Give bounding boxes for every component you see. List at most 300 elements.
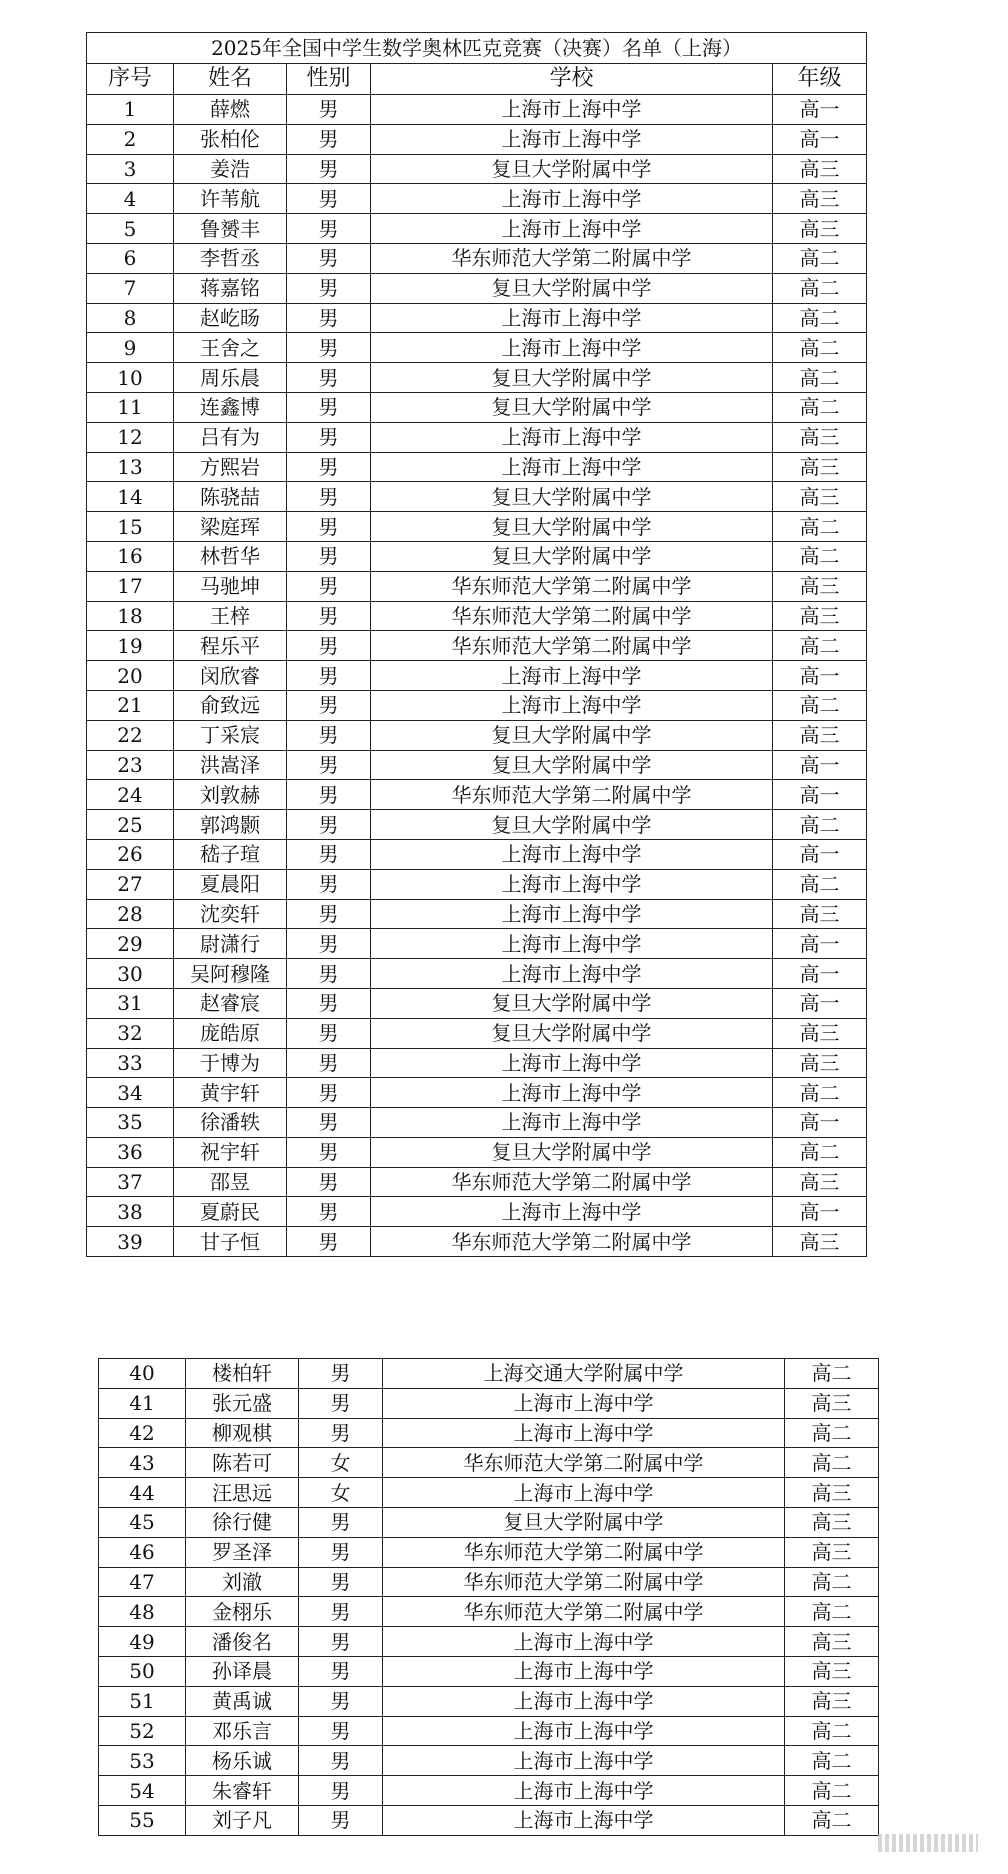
row-school: 复旦大学附属中学 (371, 512, 773, 542)
row-school: 上海市上海中学 (371, 929, 773, 959)
table-row (99, 1686, 879, 1716)
row-gender: 男 (287, 631, 371, 661)
row-name: 吴阿穆隆 (174, 959, 287, 989)
row-grade: 高二 (785, 1805, 879, 1835)
header-gender: 性别 (287, 64, 371, 95)
title-row (87, 33, 867, 64)
row-grade: 高一 (773, 124, 867, 154)
row-gender: 男 (287, 1048, 371, 1078)
row-gender: 男 (299, 1567, 383, 1597)
row-index: 12 (87, 422, 174, 452)
row-gender: 男 (287, 1197, 371, 1227)
row-name: 邓乐言 (186, 1716, 299, 1746)
row-name: 庞皓原 (174, 1018, 287, 1048)
row-grade: 高二 (773, 810, 867, 840)
row-gender: 男 (287, 1137, 371, 1167)
row-grade: 高三 (773, 1018, 867, 1048)
row-grade: 高一 (773, 988, 867, 1018)
table-row (87, 750, 867, 780)
row-name: 朱睿轩 (186, 1776, 299, 1806)
row-index: 11 (87, 392, 174, 422)
row-index: 17 (87, 571, 174, 601)
row-school: 上海市上海中学 (371, 95, 773, 125)
row-name: 金栩乐 (186, 1597, 299, 1627)
row-gender: 男 (287, 512, 371, 542)
row-name: 夏晨阳 (174, 869, 287, 899)
table-row (87, 780, 867, 810)
row-gender: 男 (287, 243, 371, 273)
row-name: 罗圣泽 (186, 1537, 299, 1567)
row-index: 22 (87, 720, 174, 750)
row-school: 上海市上海中学 (371, 839, 773, 869)
row-grade: 高二 (785, 1776, 879, 1806)
row-index: 37 (87, 1167, 174, 1197)
row-school: 复旦大学附属中学 (371, 720, 773, 750)
row-name: 鲁赟丰 (174, 214, 287, 244)
row-index: 4 (87, 184, 174, 214)
finalist-table-part1 (86, 32, 867, 1257)
row-name: 刘澈 (186, 1567, 299, 1597)
finalist-table-part2 (98, 1358, 879, 1836)
row-name: 周乐晨 (174, 363, 287, 393)
row-school: 上海市上海中学 (383, 1805, 785, 1835)
row-index: 34 (87, 1078, 174, 1108)
row-gender: 男 (287, 303, 371, 333)
row-name: 俞致远 (174, 690, 287, 720)
row-school: 上海市上海中学 (371, 333, 773, 363)
table-row (87, 124, 867, 154)
row-name: 黄禹诚 (186, 1686, 299, 1716)
row-name: 邵昱 (174, 1167, 287, 1197)
row-gender: 男 (287, 1018, 371, 1048)
row-gender: 男 (287, 661, 371, 691)
row-grade: 高三 (773, 1227, 867, 1257)
row-gender: 男 (287, 124, 371, 154)
row-grade: 高二 (773, 333, 867, 363)
table-row (87, 929, 867, 959)
table-row (87, 720, 867, 750)
row-name: 闵欣睿 (174, 661, 287, 691)
row-index: 16 (87, 541, 174, 571)
table-row (87, 303, 867, 333)
table-row (87, 988, 867, 1018)
row-index: 43 (99, 1448, 186, 1478)
table-row (87, 333, 867, 363)
table-row (87, 482, 867, 512)
row-grade: 高一 (773, 780, 867, 810)
table-row (87, 541, 867, 571)
row-index: 52 (99, 1716, 186, 1746)
row-name: 姜浩 (174, 154, 287, 184)
row-school: 华东师范大学第二附属中学 (371, 1227, 773, 1257)
header-index: 序号 (87, 64, 174, 95)
row-name: 徐潘轶 (174, 1108, 287, 1138)
row-school: 上海市上海中学 (371, 184, 773, 214)
row-grade: 高三 (773, 184, 867, 214)
row-school: 上海市上海中学 (383, 1478, 785, 1508)
table-row (87, 422, 867, 452)
row-name: 徐行健 (186, 1507, 299, 1537)
table-row (87, 95, 867, 125)
table-row (87, 214, 867, 244)
row-name: 薛燃 (174, 95, 287, 125)
row-index: 33 (87, 1048, 174, 1078)
row-school: 上海市上海中学 (371, 869, 773, 899)
row-grade: 高三 (773, 482, 867, 512)
row-grade: 高三 (785, 1507, 879, 1537)
row-gender: 男 (299, 1716, 383, 1746)
row-grade: 高三 (785, 1627, 879, 1657)
row-name: 嵇子瑄 (174, 839, 287, 869)
table-row (99, 1567, 879, 1597)
row-name: 郭鸿颢 (174, 810, 287, 840)
row-grade: 高二 (785, 1567, 879, 1597)
row-name: 林哲华 (174, 541, 287, 571)
row-index: 6 (87, 243, 174, 273)
row-index: 41 (99, 1388, 186, 1418)
row-gender: 女 (299, 1448, 383, 1478)
watermark (878, 1834, 978, 1852)
row-grade: 高三 (773, 720, 867, 750)
row-index: 3 (87, 154, 174, 184)
row-grade: 高三 (773, 154, 867, 184)
row-gender: 男 (287, 452, 371, 482)
row-grade: 高一 (773, 1197, 867, 1227)
table-row (87, 1048, 867, 1078)
table-row (99, 1597, 879, 1627)
row-grade: 高一 (773, 839, 867, 869)
row-index: 19 (87, 631, 174, 661)
row-grade: 高一 (773, 959, 867, 989)
table-row (87, 452, 867, 482)
row-school: 华东师范大学第二附属中学 (371, 571, 773, 601)
row-gender: 男 (287, 482, 371, 512)
row-index: 1 (87, 95, 174, 125)
row-grade: 高二 (773, 690, 867, 720)
row-gender: 男 (287, 422, 371, 452)
row-gender: 男 (287, 333, 371, 363)
row-grade: 高二 (773, 303, 867, 333)
row-gender: 男 (299, 1627, 383, 1657)
row-gender: 男 (299, 1776, 383, 1806)
row-grade: 高三 (785, 1388, 879, 1418)
row-name: 祝宇轩 (174, 1137, 287, 1167)
row-gender: 男 (287, 720, 371, 750)
row-grade: 高三 (773, 422, 867, 452)
row-gender: 男 (299, 1597, 383, 1627)
row-school: 上海市上海中学 (383, 1716, 785, 1746)
row-school: 华东师范大学第二附属中学 (383, 1597, 785, 1627)
row-name: 甘子恒 (174, 1227, 287, 1257)
row-school: 上海交通大学附属中学 (383, 1359, 785, 1389)
table-row (87, 1197, 867, 1227)
row-grade: 高二 (785, 1418, 879, 1448)
row-grade: 高二 (773, 273, 867, 303)
row-gender: 男 (287, 273, 371, 303)
row-school: 上海市上海中学 (371, 1197, 773, 1227)
row-name: 潘俊名 (186, 1627, 299, 1657)
row-school: 上海市上海中学 (371, 661, 773, 691)
row-gender: 男 (299, 1686, 383, 1716)
row-index: 46 (99, 1537, 186, 1567)
row-grade: 高二 (773, 869, 867, 899)
row-school: 复旦大学附属中学 (371, 541, 773, 571)
header-name: 姓名 (174, 64, 287, 95)
row-grade: 高三 (785, 1478, 879, 1508)
row-index: 25 (87, 810, 174, 840)
row-school: 华东师范大学第二附属中学 (371, 631, 773, 661)
row-gender: 男 (287, 601, 371, 631)
row-grade: 高二 (773, 1078, 867, 1108)
row-index: 32 (87, 1018, 174, 1048)
row-index: 55 (99, 1805, 186, 1835)
row-school: 华东师范大学第二附属中学 (383, 1567, 785, 1597)
row-gender: 男 (287, 929, 371, 959)
row-index: 49 (99, 1627, 186, 1657)
row-name: 王舍之 (174, 333, 287, 363)
row-name: 程乐平 (174, 631, 287, 661)
row-gender: 男 (287, 214, 371, 244)
table-row (87, 363, 867, 393)
row-name: 陈若可 (186, 1448, 299, 1478)
row-school: 上海市上海中学 (371, 690, 773, 720)
row-school: 上海市上海中学 (383, 1746, 785, 1776)
row-school: 上海市上海中学 (371, 1078, 773, 1108)
table-row (87, 392, 867, 422)
row-gender: 男 (287, 541, 371, 571)
row-grade: 高三 (785, 1686, 879, 1716)
row-gender: 男 (287, 1078, 371, 1108)
row-index: 28 (87, 899, 174, 929)
row-name: 马驰坤 (174, 571, 287, 601)
row-school: 复旦大学附属中学 (371, 154, 773, 184)
row-index: 2 (87, 124, 174, 154)
row-grade: 高二 (773, 392, 867, 422)
row-school: 上海市上海中学 (371, 899, 773, 929)
row-index: 53 (99, 1746, 186, 1776)
table-row (87, 1137, 867, 1167)
row-name: 张元盛 (186, 1388, 299, 1418)
row-gender: 男 (287, 988, 371, 1018)
row-school: 华东师范大学第二附属中学 (371, 1167, 773, 1197)
row-grade: 高三 (773, 601, 867, 631)
row-name: 刘敦赫 (174, 780, 287, 810)
table-row (99, 1805, 879, 1835)
row-index: 39 (87, 1227, 174, 1257)
row-index: 8 (87, 303, 174, 333)
row-gender: 男 (287, 392, 371, 422)
row-school: 复旦大学附属中学 (371, 1137, 773, 1167)
row-name: 许苇航 (174, 184, 287, 214)
row-name: 刘子凡 (186, 1805, 299, 1835)
row-name: 沈奕轩 (174, 899, 287, 929)
row-grade: 高二 (785, 1716, 879, 1746)
row-gender: 男 (287, 839, 371, 869)
row-gender: 男 (299, 1805, 383, 1835)
row-index: 10 (87, 363, 174, 393)
row-school: 华东师范大学第二附属中学 (371, 601, 773, 631)
row-school: 复旦大学附属中学 (371, 750, 773, 780)
row-gender: 男 (299, 1537, 383, 1567)
row-name: 尉潇行 (174, 929, 287, 959)
row-school: 复旦大学附属中学 (371, 988, 773, 1018)
header-row (87, 64, 867, 95)
table-row (87, 273, 867, 303)
table-row (99, 1627, 879, 1657)
row-name: 夏蔚民 (174, 1197, 287, 1227)
row-school: 上海市上海中学 (383, 1656, 785, 1686)
table-title: 2025年全国中学生数学奥林匹克竞赛（决赛）名单（上海） (87, 33, 867, 64)
header-school: 学校 (371, 64, 773, 95)
row-grade: 高三 (773, 1048, 867, 1078)
row-grade: 高三 (773, 571, 867, 601)
row-index: 44 (99, 1478, 186, 1508)
row-grade: 高二 (773, 541, 867, 571)
row-gender: 男 (287, 899, 371, 929)
row-grade: 高三 (773, 899, 867, 929)
table-row (87, 661, 867, 691)
row-index: 7 (87, 273, 174, 303)
row-grade: 高二 (773, 1137, 867, 1167)
row-school: 华东师范大学第二附属中学 (371, 780, 773, 810)
row-index: 50 (99, 1656, 186, 1686)
row-school: 复旦大学附属中学 (371, 1018, 773, 1048)
row-grade: 高二 (785, 1597, 879, 1627)
row-grade: 高二 (785, 1448, 879, 1478)
row-school: 上海市上海中学 (371, 124, 773, 154)
row-gender: 男 (299, 1359, 383, 1389)
row-index: 31 (87, 988, 174, 1018)
table-row (99, 1537, 879, 1567)
table-row (99, 1388, 879, 1418)
row-name: 柳观棋 (186, 1418, 299, 1448)
row-school: 上海市上海中学 (383, 1388, 785, 1418)
table-row (87, 810, 867, 840)
row-school: 华东师范大学第二附属中学 (383, 1448, 785, 1478)
table-row (99, 1716, 879, 1746)
row-index: 23 (87, 750, 174, 780)
row-name: 吕有为 (174, 422, 287, 452)
row-name: 陈骁喆 (174, 482, 287, 512)
row-index: 15 (87, 512, 174, 542)
row-index: 5 (87, 214, 174, 244)
row-grade: 高二 (785, 1746, 879, 1776)
row-index: 24 (87, 780, 174, 810)
row-school: 复旦大学附属中学 (383, 1507, 785, 1537)
table-row (99, 1418, 879, 1448)
row-school: 上海市上海中学 (371, 1108, 773, 1138)
row-index: 35 (87, 1108, 174, 1138)
row-grade: 高二 (773, 363, 867, 393)
row-grade: 高二 (773, 512, 867, 542)
table-row (87, 631, 867, 661)
table-row (87, 512, 867, 542)
row-school: 上海市上海中学 (383, 1686, 785, 1716)
row-name: 赵睿宸 (174, 988, 287, 1018)
table-row (87, 571, 867, 601)
row-name: 洪嵩泽 (174, 750, 287, 780)
row-grade: 高三 (773, 214, 867, 244)
row-gender: 男 (287, 95, 371, 125)
table-row (87, 184, 867, 214)
row-name: 李哲丞 (174, 243, 287, 273)
row-index: 13 (87, 452, 174, 482)
row-index: 48 (99, 1597, 186, 1627)
table-row (99, 1478, 879, 1508)
row-gender: 男 (299, 1746, 383, 1776)
table-row (87, 1227, 867, 1257)
row-school: 复旦大学附属中学 (371, 810, 773, 840)
row-index: 51 (99, 1686, 186, 1716)
row-school: 复旦大学附属中学 (371, 482, 773, 512)
table-row (87, 959, 867, 989)
row-index: 18 (87, 601, 174, 631)
row-gender: 男 (287, 154, 371, 184)
row-gender: 男 (287, 184, 371, 214)
row-index: 45 (99, 1507, 186, 1537)
row-name: 孙译晨 (186, 1656, 299, 1686)
row-index: 54 (99, 1776, 186, 1806)
row-grade: 高二 (773, 631, 867, 661)
row-name: 张柏伦 (174, 124, 287, 154)
row-gender: 男 (287, 690, 371, 720)
row-name: 赵屹旸 (174, 303, 287, 333)
row-gender: 男 (287, 571, 371, 601)
row-grade: 高一 (773, 929, 867, 959)
row-name: 方熙岩 (174, 452, 287, 482)
row-name: 蒋嘉铭 (174, 273, 287, 303)
row-grade: 高三 (785, 1537, 879, 1567)
row-gender: 男 (287, 810, 371, 840)
row-school: 上海市上海中学 (383, 1418, 785, 1448)
table-row (99, 1746, 879, 1776)
row-school: 上海市上海中学 (371, 422, 773, 452)
row-school: 上海市上海中学 (371, 452, 773, 482)
table-row (99, 1507, 879, 1537)
row-gender: 男 (299, 1507, 383, 1537)
row-name: 黄宇轩 (174, 1078, 287, 1108)
row-index: 14 (87, 482, 174, 512)
row-name: 王梓 (174, 601, 287, 631)
row-index: 30 (87, 959, 174, 989)
row-name: 梁庭珲 (174, 512, 287, 542)
row-gender: 男 (287, 1108, 371, 1138)
row-name: 汪思远 (186, 1478, 299, 1508)
table-row (87, 690, 867, 720)
row-index: 36 (87, 1137, 174, 1167)
row-name: 丁采宸 (174, 720, 287, 750)
row-name: 于博为 (174, 1048, 287, 1078)
row-index: 9 (87, 333, 174, 363)
row-school: 复旦大学附属中学 (371, 273, 773, 303)
table-row (99, 1776, 879, 1806)
table-row (87, 1167, 867, 1197)
row-index: 21 (87, 690, 174, 720)
table-row (87, 839, 867, 869)
row-grade: 高二 (773, 243, 867, 273)
row-grade: 高三 (785, 1656, 879, 1686)
row-index: 27 (87, 869, 174, 899)
row-index: 42 (99, 1418, 186, 1448)
row-name: 楼柏轩 (186, 1359, 299, 1389)
row-school: 华东师范大学第二附属中学 (383, 1537, 785, 1567)
row-school: 上海市上海中学 (371, 214, 773, 244)
row-grade: 高一 (773, 95, 867, 125)
row-name: 杨乐诚 (186, 1746, 299, 1776)
row-school: 上海市上海中学 (371, 959, 773, 989)
row-gender: 男 (287, 363, 371, 393)
row-school: 复旦大学附属中学 (371, 363, 773, 393)
